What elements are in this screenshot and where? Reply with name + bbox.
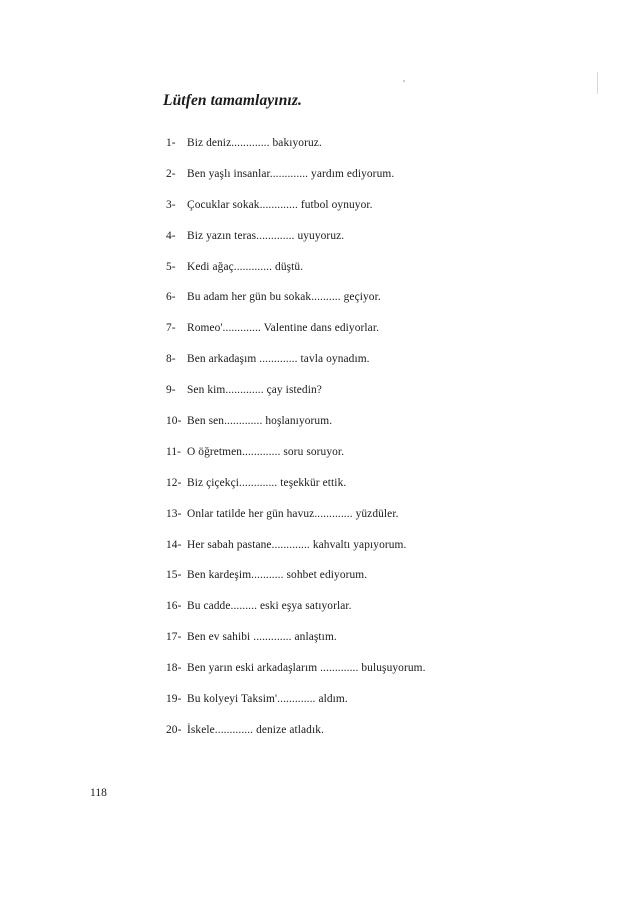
item-number: 9- [166,384,176,397]
item-sentence: Onlar tatilde her gün havuz............. yüzdüler. [187,507,399,520]
item-sentence: Romeo'............. Valentine dans ediyorlar. [187,322,380,335]
item-sentence: Bu adam her gün bu sokak.......... geçiyor. [187,291,381,304]
item-number: 15- [166,569,182,582]
exercise-item [166,630,426,661]
item-number: 5- [166,260,176,273]
exercise-item [166,229,426,260]
page-number: 118 [90,787,107,799]
item-number: 20- [166,723,182,736]
item-sentence: Biz deniz............. bakıyoruz. [187,137,322,149]
item-sentence: Bu kolyeyi Taksim'............. aldım. [187,693,348,706]
exercise-item [166,507,426,538]
item-sentence: Ben arkadaşım ............. tavla oynadım. [187,353,370,366]
item-number: 14- [166,538,182,551]
scan-speck [403,80,405,82]
item-sentence: Ben ev sahibi ............. anlaştım. [187,631,337,644]
item-sentence: Bu cadde......... eski eşya satıyorlar. [187,600,352,613]
item-number: 4- [166,229,176,242]
item-sentence: İskele............. denize atladık. [187,723,324,736]
item-sentence: Biz yazın teras............. uyuyoruz. [187,229,345,242]
item-sentence: Ben kardeşim........... sohbet ediyorum. [187,569,368,582]
exercise-list [166,136,426,754]
item-sentence: O öğretmen............. soru soruyor. [187,445,345,458]
item-number: 10- [166,415,182,428]
item-sentence: Her sabah pastane............. kahvaltı yapıyorum. [187,538,407,551]
item-sentence: Çocuklar sokak............. futbol oynuyor. [187,198,373,211]
exercise-title: Lütfen tamamlayınız. [163,92,302,109]
exercise-item [166,136,426,167]
exercise-item [166,445,426,476]
item-sentence: Kedi ağaç............. düştü. [187,260,304,273]
exercise-item [166,383,426,414]
item-number: 19- [166,693,182,706]
exercise-item [166,599,426,630]
scan-edge-mark [597,72,598,94]
item-number: 13- [166,507,182,520]
exercise-item [166,568,426,599]
exercise-item [166,167,426,198]
item-sentence: Ben sen............. hoşlanıyorum. [187,415,333,428]
exercise-item [166,198,426,229]
item-sentence: Biz çiçekçi............. teşekkür ettik. [187,476,347,489]
item-number: 1- [166,137,176,149]
item-sentence: Ben yaşlı insanlar............. yardım ediyorum. [187,167,395,180]
exercise-item [166,692,426,723]
item-sentence: Sen kim............. çay istedin? [187,384,322,397]
item-number: 7- [166,322,176,335]
item-number: 8- [166,353,176,366]
item-number: 12- [166,476,182,489]
exercise-item [166,476,426,507]
exercise-item [166,260,426,291]
item-number: 16- [166,600,182,613]
item-sentence: Ben yarın eski arkadaşlarım ............. buluşuyorum. [187,662,426,675]
item-number: 11- [166,445,182,458]
item-number: 3- [166,198,176,211]
item-number: 17- [166,631,182,644]
exercise-item [166,414,426,445]
exercise-item [166,538,426,569]
exercise-item [166,352,426,383]
exercise-item [166,290,426,321]
item-number: 6- [166,291,176,304]
exercise-item [166,723,426,754]
item-number: 18- [166,662,182,675]
exercise-item [166,661,426,692]
exercise-item [166,321,426,352]
item-number: 2- [166,167,176,180]
